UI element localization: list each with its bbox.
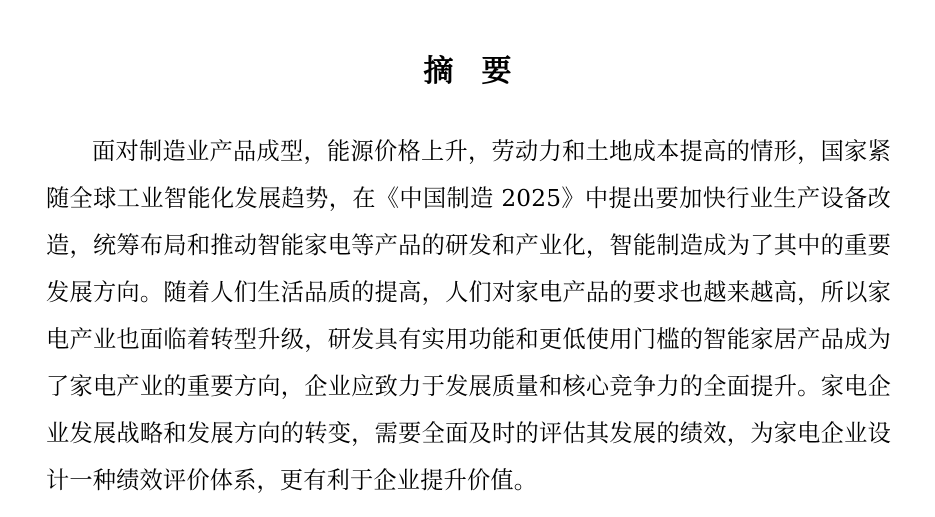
abstract-paragraph: 面对制造业产品成型，能源价格上升，劳动力和土地成本提高的情形，国家紧随全球工业智能化发展趋势，在《中国制造 2025》中提出要加快行业生产设备改造，统筹布局和推动智能家电等产品的研发和产业化，智能制造成为了其中的重要发展方向。随着人们生活品质的提高，人们对家电产品的要求也越来越高，所以家电产业也面临着转型升级，研发具有实用功能和更低使用门槛的智能家居产品成为了家电产业的重要方向，企业应致力于发展质量和核心竞争力的全面提升。家电企业发展战略和发展方向的转变，需要全面及时的评估其发展的绩效，为家电企业设计一种绩效评价体系，更有利于企业提升价值。: [46, 138, 891, 494]
abstract-heading: 摘要: [423, 54, 540, 90]
